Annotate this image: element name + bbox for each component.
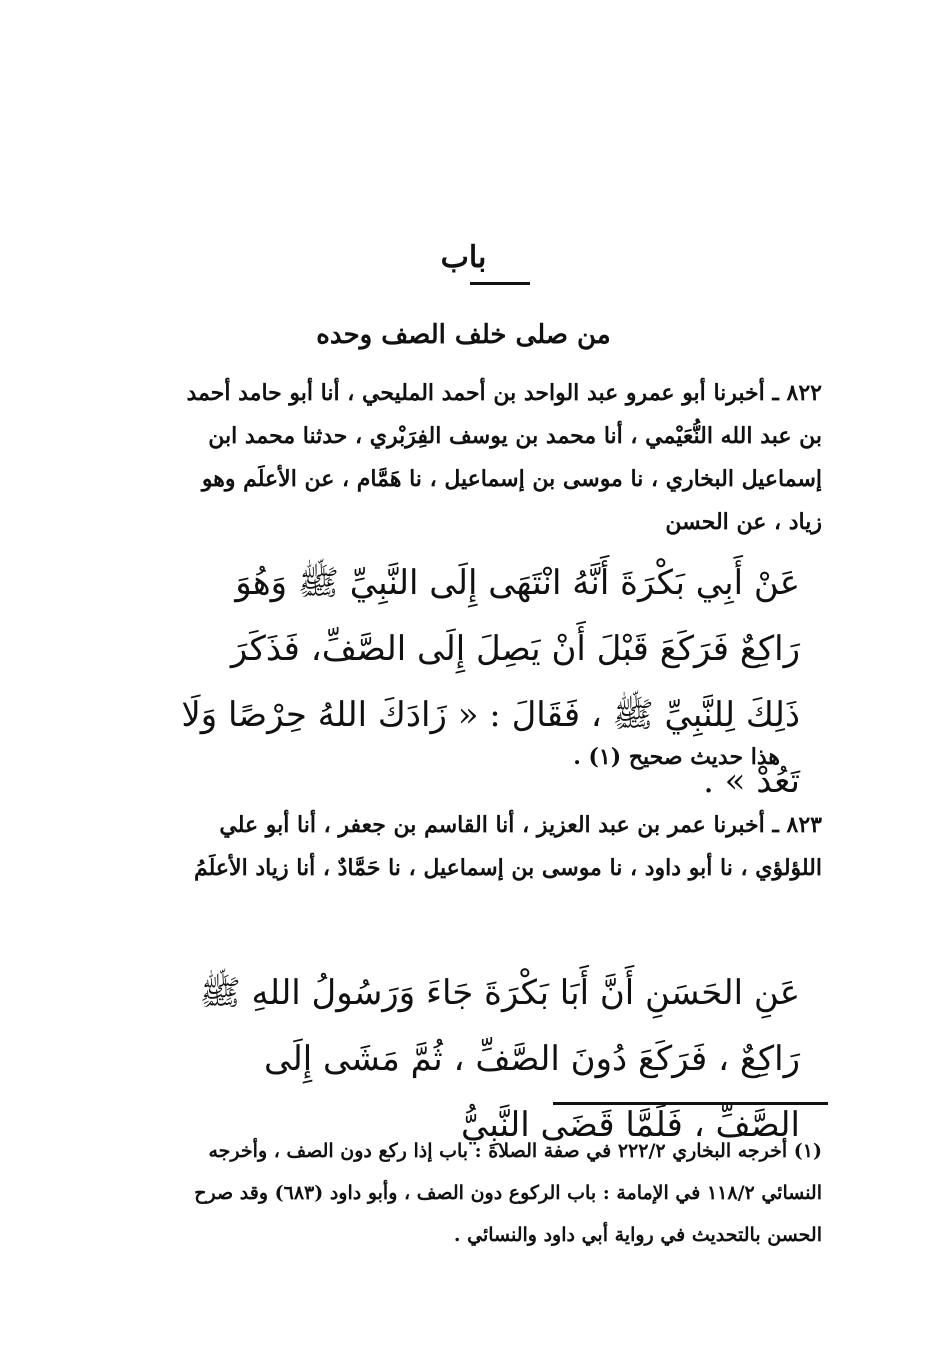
chapter-label: باب [440, 240, 487, 275]
chapter-label-underline [470, 282, 530, 285]
footnote-separator [553, 1102, 828, 1105]
hadith-822-grade: هذا حديث صحيح (١) . [573, 744, 780, 770]
hadith-823-matn: عَنِ الحَسَنِ أَنَّ أَبَا بَكْرَةَ جَاءَ وَرَسُولُ اللهِ ﷺ رَاكِعٌ ، فَرَكَعَ دُونَ الصَّفِّ ، ثُمَّ مَشَى إِلَى الصَّفِّ ، فَلَمَّا قَضَى النَّبِيُّ [199, 973, 800, 1145]
hadith-823-isnad: ٨٢٣ ـ أخبرنا عمر بن عبد العزيز ، أنا القاسم بن جعفر ، أنا أبو علي اللؤلؤي ، نا أبو داود ، نا موسى بن إسماعيل ، نا حَمَّادٌ ، أنا زياد الأعلَمُ [193, 812, 822, 881]
hadith-822-matn: عَنْ أَبِي بَكْرَةَ أَنَّهُ انْتَهَى إِلَى النَّبِيِّ ﷺ وَهُوَ رَاكِعٌ فَرَكَعَ قَبْلَ أَنْ يَصِلَ إِلَى الصَّفِّ، فَذَكَرَ ذَلِكَ لِلنَّبِيِّ ﷺ ، فَقَالَ : « زَادَكَ اللهُ حِرْصًا وَلَا تَعُدْ » . [181, 563, 800, 801]
chapter-title: من صلى خلف الصف وحده [316, 320, 611, 350]
footnote-1: (١) أخرجه البخاري ٢٢٢/٢ في صفة الصلاة : باب إذا ركع دون الصف ، وأخرجه النسائي ١١٨/٢ في الإمامة : باب الركوع دون الصف ، وأبو داود (٦٨٣) وقد صرح الحسن بالتحديث في رواية أبي داود والنسائي . [194, 1140, 822, 1246]
hadith-822-isnad: ٨٢٢ ـ أخبرنا أبو عمرو عبد الواحد بن أحمد المليحي ، أنا أبو حامد أحمد بن عبد الله النُّعَيْمي ، أنا محمد بن يوسف الفِرَبْري ، حدثنا محمد ابن إسماعيل البخاري ، نا موسى بن إسماعيل ، نا هَمَّام ، عن الأعلَم وهو زياد ، عن الحسن [186, 380, 822, 535]
